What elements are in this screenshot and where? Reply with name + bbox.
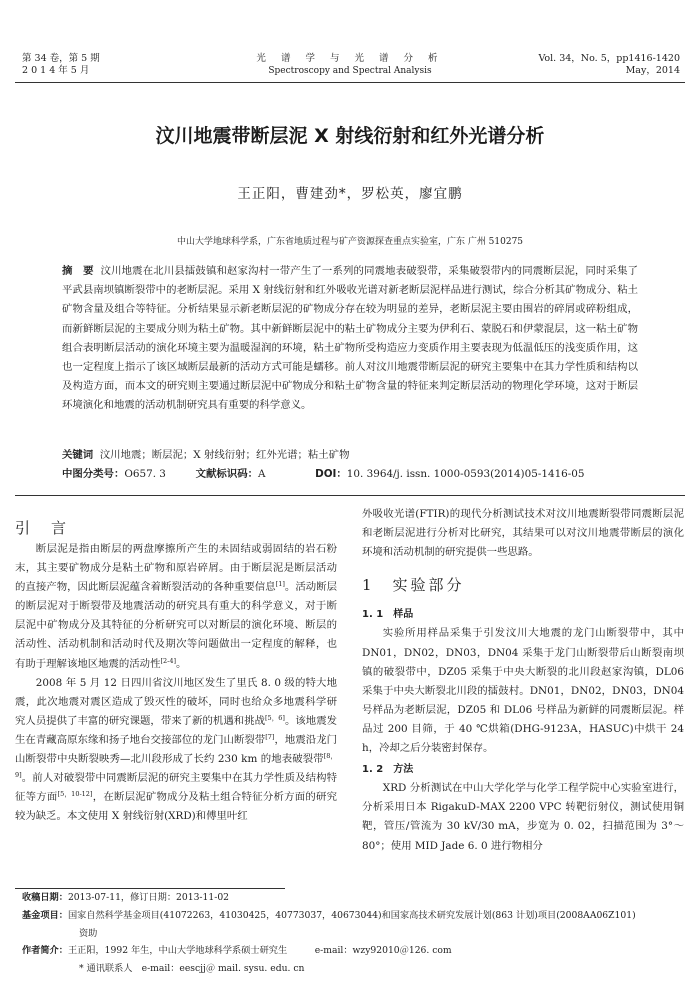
samples-paragraph: 实验所用样品采集于引发汶川大地震的龙门山断裂带中，其中 DN01，DN02，DN03，DN04 采集于龙门山断裂带后山断裂南坝镇的破裂带中，DZ05 采集于中央大断裂的北川段赵家沟镇，DL06 采集于中央大断裂北川段的擂鼓村。DN01，DN02，DN03，DN04 号样品为老断层泥，DZ05 和 DL06 号样品为新鲜的同震断层泥。样品过 200 目筛，于 40 ℃烘箱(DHG-9123A，HASUC)中烘干 24 h，冷却之后分装密封保存。	[362, 627, 684, 755]
citation: [8，9]	[15, 752, 337, 780]
received-label: 收稿日期：	[22, 892, 68, 903]
citation: [5，6]	[265, 713, 285, 722]
funding-note	[22, 907, 682, 943]
header-divider	[15, 82, 685, 83]
abstract-label: 摘 要	[62, 265, 94, 277]
volume-issue: 第 34 卷，第 5 期	[22, 53, 100, 64]
abstract-divider	[15, 495, 685, 496]
intro-continuation: 外吸收光谱(FTIR)的现代分析测试技术对汶川地震断裂带同震断层泥和老断层泥进行分析对比研究，其结果可以对汶川地震带断层的演化环境和活动机制的研究提供一些思路。	[362, 508, 684, 559]
doc-code-label: 文献标识码：	[195, 468, 258, 480]
methods-paragraph: XRD 分析测试在中山大学化学与化学工程学院中心实验室进行，分析采用日本 RigakuD-MAX 2200 VPC 转靶衍射仪，测试使用铜靶，管压/管流为 30 kV/30 mA，步宽为 0. 02，扫描范围为 3°～80°；使用 MID Jade 6. 0 进行物相分	[362, 782, 684, 852]
doc-code-value: A	[258, 468, 266, 480]
keywords-text: 汶川地震；断层泥；X 射线衍射；红外光谱；粘土矿物	[99, 449, 350, 461]
corresponding-author-note: * 通讯联系人 e-mail：eescjj＠ mail. sysu. edu. cn	[79, 963, 305, 974]
author-bio-note	[22, 942, 682, 960]
journal-volume-info	[22, 53, 162, 77]
intro-heading: 引 言	[15, 519, 70, 537]
intro-paragraph-2: 2008 年 5 月 12 日四川省汶川地区发生了里氏 8. 0 级的特大地震，此次地震对震区造成了毁灭性的破坏，同时也给众多地震科学研究人员提供了丰富的研究课题，带来了新的机遇和挑战[5，6]。该地震发生在青藏高原东缘和扬子地台交接部位的龙门山断裂带[7]，地震沿龙门山断裂带中央断裂映秀—北川段形成了长约 230 km 的地表破裂带[8，9]。前人对破裂带中同震断层泥的研究主要集中在其力学性质及结构特征等方面[5，10-12]，在断层泥矿物成分及粘土组合特征分析方面的研究较为缺乏。本文使用 X 射线衍射(XRD)和傅里叶红	[15, 676, 338, 823]
citation: [1]	[275, 580, 285, 589]
publication-date-en: May，2014	[625, 65, 680, 76]
author-bio-label: 作者简介：	[22, 945, 68, 956]
affiliation: 中山大学地球科学系，广东省地质过程与矿产资源探查重点实验室，广东 广州 510275	[176, 237, 524, 247]
publication-date: 2 0 1 4 年 5 月	[22, 65, 90, 76]
journal-name-en: Spectroscopy and Spectral Analysis	[268, 66, 432, 76]
received-value: 2013-07-11，修订日期：2013-11-02	[67, 892, 230, 903]
right-column	[362, 505, 684, 856]
funding-value-continued: 资助	[79, 928, 98, 939]
received-date-note	[22, 889, 682, 907]
intro-body	[15, 540, 337, 826]
abstract	[62, 262, 638, 416]
paper-title: 汶川地震带断层泥 X 射线衍射和红外光谱分析	[155, 125, 545, 147]
citation: [2-4]	[160, 656, 177, 665]
doi-value: 10. 3964/j. issn. 1000-0593(2014)05-1416-05	[346, 468, 585, 480]
doi-label: DOI：	[315, 468, 347, 480]
journal-volume-info-en	[470, 53, 680, 77]
journal-name	[200, 53, 500, 77]
experimental-heading: 1 实验部分	[362, 576, 465, 595]
author-list: 王正阳，曹建劲*，罗松英，廖宜鹏	[237, 186, 463, 202]
funding-label: 基金项目：	[22, 910, 68, 921]
citation: [7]	[265, 732, 275, 741]
author-bio-value: 王正阳，1992 年生，中山大学地球科学系硕士研究生 e-mail：wzy92010＠126. com	[67, 945, 452, 956]
clc-label: 中图分类号：	[62, 468, 125, 480]
citation: [5，10-12]	[57, 790, 93, 799]
keywords-label: 关键词	[62, 449, 94, 461]
keywords	[62, 446, 638, 465]
abstract-text: 汶川地震在北川县擂鼓镇和赵家沟村一带产生了一系列的同震地表破裂带，采集破裂带内的同震断层泥，同时采集了平武县南坝镇断裂带中的老断层泥。采用 X 射线衍射和红外吸收光谱对新老断层泥样品进行测试，综合分析其矿物成分、粘土矿物含量及组合等特征。分析结果显示新老断层泥的矿物成分存在较为明显的差异，老断层泥主要由围岩的碎屑或碎粉组成，而新鲜断层泥的主要成分则为粘土矿物。其中新鲜断层泥中的粘土矿物成分主要为伊利石、蒙脱石和伊蒙混层，这一粘土矿物组合表明断层活动的演化环境主要为温暖湿润的环境，粘土矿物所受构造应力变质作用主要表现为低温低压的浅变质作用，这也一定程度上指示了该区域断层最新的活动方式可能是蠕移。前人对汶川地震带断层泥的研究主要集中在其力学性质和结构以及构造方面，而本文的研究则主要通过断层泥中矿物成分和粘土矿物含量的特征来判定断层活动的物理化学环境，这对于断层环境演化和地震的活动机制研究具有重要的科学意义。	[62, 265, 639, 412]
funding-value: 国家自然科学基金项目(41072263，41030425，40773037，40673044)和国家高技术研究发展计划(863 计划)项目(2008AA06Z101)	[67, 910, 636, 921]
methods-subheading: 1. 2 方法	[362, 764, 414, 776]
intro-paragraph-1: 断层泥是指由断层的两盘摩擦所产生的未固结或弱固结的岩石粉末，其主要矿物成分是粘土矿物和原岩碎屑。由于断层泥是断层活动的直接产物，因此断层泥蕴含着断裂活动的各种重要信息[1]。活动断层的断层泥对于断裂带及地震活动的研究具有重大的科学意义，对于断层泥中矿物成分及其特征的分析研究可以对断层的演化环境、断层的活动性、活动机制和活动时代及期次等问题做出一定程度的解释，也有助于理解该地区地震的活动性[2-4]。	[15, 543, 338, 670]
journal-name-cn: 光 谱 学 与 光 谱 分 析	[256, 53, 444, 64]
samples-subheading: 1. 1 样品	[362, 609, 414, 621]
clc-value: O657. 3	[124, 468, 166, 480]
classification-line	[62, 465, 638, 484]
volume-pages-en: Vol. 34，No. 5，pp1416-1420	[538, 53, 680, 64]
